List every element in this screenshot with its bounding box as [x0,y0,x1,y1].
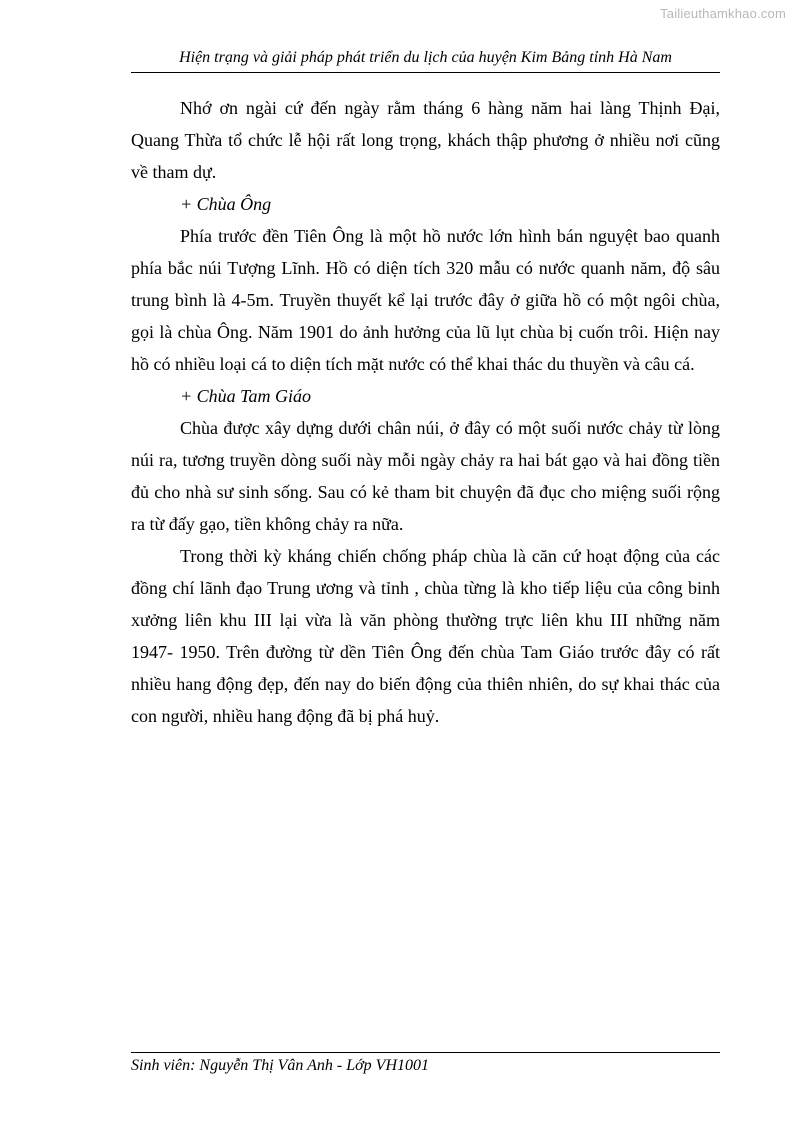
body-text [131,92,720,732]
running-footer: Sinh viên: Nguyễn Thị Vân Anh - Lớp VH1001 [131,1057,429,1074]
subheading-chua-tam-giao: + Chùa Tam Giáo [180,386,312,406]
subheading-chua-ong: + Chùa Ông [180,194,272,214]
watermark: Tailieuthamkhao.com [660,6,786,21]
footer-divider [131,1052,720,1053]
paragraph-chua-tam-giao: Chùa được xây dựng dưới chân núi, ở đây có một suối nước chảy từ lòng núi ra, tương truyền dòng suối này mỗi ngày chảy ra hai bát gạo và hai đồng tiền đủ cho nhà sư sinh sống. Sau có kẻ tham bit chuyện đã đục cho miệng suối rộng ra từ đấy gạo, tiền không chảy ra nữa. [131,418,720,534]
paragraph-chua-ong: Phía trước đền Tiên Ông là một hồ nước lớn hình bán nguyệt bao quanh phía bắc núi Tượng Lĩnh. Hồ có diện tích 320 mẫu có nước quanh năm, độ sâu trung bình là 4-5m. Truyền thuyết kể lại trước đây ở giữa hồ có một ngôi chùa, gọi là chùa Ông. Năm 1901 do ảnh hưởng của lũ lụt chùa bị cuốn trôi. Hiện nay hồ có nhiều loại cá to diện tích mặt nước có thể khai thác du thuyền và câu cá. [131,226,720,374]
paragraph-khang-chien: Trong thời kỳ kháng chiến chống pháp chùa là căn cứ hoạt động của các đồng chí lãnh đạo Trung ương và tỉnh , chùa từng là kho tiếp liệu của công binh xưởng liên khu III lại vừa là văn phòng thường trực liên khu III những năm 1947- 1950. Trên đường từ dền Tiên Ông đến chùa Tam Giáo trước đây có rất nhiều hang động đẹp, đến nay do biến động của thiên nhiên, do sự khai thác của con người, nhiều hang động đã bị phá huỷ. [131,546,720,726]
paragraph-le-hoi: Nhớ ơn ngài cứ đến ngày rằm tháng 6 hàng năm hai làng Thịnh Đại, Quang Thừa tổ chức lễ hội rất long trọng, khách thập phương ở nhiều nơi cũng về tham dự. [131,98,720,182]
header-divider [131,72,720,73]
running-header: Hiện trạng và giải pháp phát triển du lịch của huyện Kim Bảng tỉnh Hà Nam [179,49,672,66]
